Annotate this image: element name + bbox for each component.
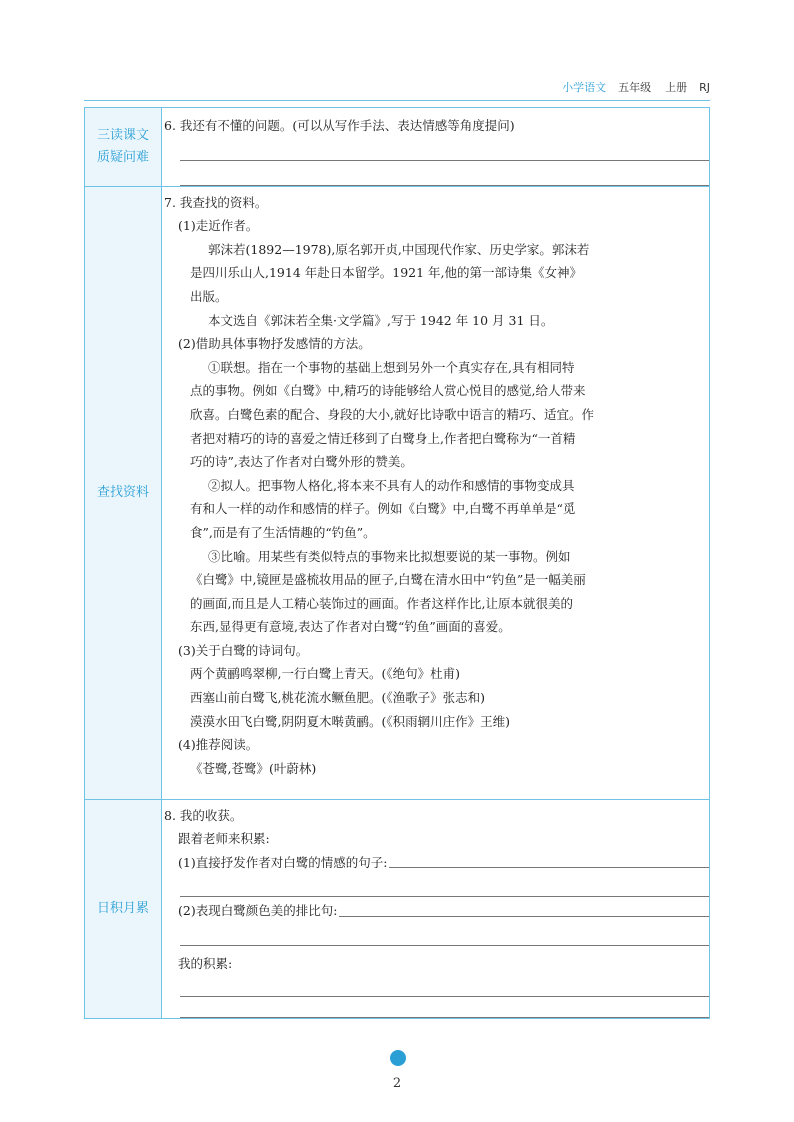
- item-reading: (4)推荐阅读。: [178, 737, 259, 753]
- prompt-row-1: [162, 851, 709, 875]
- author-bio-line: 郭沫若(1892—1978),原名郭开贞,中国现代作家、历史学家。郭沫若: [208, 241, 590, 257]
- accumulation-intro: 跟着老师来积累:: [178, 831, 270, 847]
- method-association-line: 者把对精巧的诗的喜爱之情迁移到了白鹭身上,作者把白鹭称为“一首精: [190, 430, 576, 446]
- answer-line[interactable]: [389, 851, 709, 868]
- page-number: 2: [392, 1076, 402, 1091]
- method-association-line: 欣喜。白鹭色素的配合、身段的大小,就好比诗歌中语言的精巧、适宜。作: [190, 406, 594, 422]
- page-dot-icon: [390, 1050, 406, 1066]
- source-note: 本文选自《郭沫若全集·文学篇》,写于 1942 年 10 月 31 日。: [208, 312, 554, 328]
- prompt-2: (2)表现白鹭颜色美的排比句:: [178, 903, 338, 919]
- item-poems: (3)关于白鹭的诗词句。: [178, 642, 309, 658]
- section-content-materials: [162, 186, 710, 799]
- section-content-questions: [162, 108, 710, 187]
- poem-line: 西塞山前白鹭飞,桃花流水鳜鱼肥。(《渔歌子》张志和): [190, 690, 485, 706]
- header-subject: 小学语文: [562, 81, 607, 94]
- question-7: 7. 我查找的资料。: [164, 194, 268, 210]
- running-header: [562, 78, 710, 96]
- author-bio-line: 出版。: [190, 288, 228, 304]
- method-association-line: ①联想。指在一个事物的基础上想到另外一个真实存在,具有相同特: [208, 359, 575, 375]
- section-content-accumulation: [162, 799, 710, 1018]
- label-line: 质疑问难: [96, 149, 149, 165]
- section-row-materials: [85, 186, 710, 799]
- method-metaphor-line: ③比喻。用某些有类似特点的事物来比拟想要说的某一事物。例如: [208, 548, 571, 564]
- method-personification-line: 食”,而是有了生活情趣的“钓鱼”。: [190, 524, 376, 540]
- method-metaphor-line: 《白鹭》中,镜匣是盛梳妆用品的匣子,白鹭在清水田中“钓鱼”是一幅美丽: [190, 572, 586, 588]
- answer-line[interactable]: [339, 900, 709, 917]
- method-metaphor-line: 东西,显得更有意境,表达了作者对白鹭“钓鱼”画面的喜爱。: [190, 619, 511, 635]
- header-grade: 五年级: [618, 81, 652, 94]
- answer-line[interactable]: [180, 1017, 709, 1018]
- answer-line[interactable]: [180, 945, 709, 946]
- method-association-line: 点的事物。例如《白鹭》中,精巧的诗能够给人赏心悦目的感觉,给人带来: [190, 383, 586, 399]
- poem-line: 两个黄鹂鸣翠柳,一行白鹭上青天。(《绝句》杜甫): [190, 666, 460, 682]
- my-accumulation-label: 我的积累:: [178, 955, 233, 971]
- method-metaphor-line: 的画面,而且是人工精心装饰过的画面。作者这样作比,让原本就很美的: [190, 595, 573, 611]
- question-6: 6. 我还有不懂的问题。(可以从写作手法、表达情感等角度提问): [164, 118, 515, 133]
- method-personification-line: 有和人一样的动作和感情的样子。例如《白鹭》中,白鹭不再单单是“觅: [190, 501, 576, 517]
- prompt-1: (1)直接抒发作者对白鹭的情感的句子:: [178, 854, 388, 870]
- method-personification-line: ②拟人。把事物人格化,将本来不具有人的动作和感情的事物变成具: [208, 477, 575, 493]
- answer-line[interactable]: [180, 896, 709, 897]
- recommended-book: 《苍鹭,苍鹭》(叶蔚林): [190, 760, 317, 776]
- method-association-line: 巧的诗”,表达了作者对白鹭外形的赞美。: [190, 454, 413, 470]
- header-rule: [84, 100, 710, 101]
- author-bio-line: 是四川乐山人,1914 年赴日本留学。1921 年,他的第一部诗集《女神》: [190, 265, 583, 281]
- item-author: (1)走近作者。: [178, 218, 259, 234]
- item-methods: (2)借助具体事物抒发感情的方法。: [178, 336, 371, 352]
- section-label-questions: [85, 108, 162, 187]
- poem-line: 漠漠水田飞白鹭,阴阴夏木啭黄鹂。(《积雨辋川庄作》王维): [190, 713, 510, 729]
- header-edition: RJ: [699, 80, 710, 94]
- worksheet-table: [84, 107, 710, 1019]
- section-row-questions: [85, 108, 710, 187]
- question-8: 8. 我的收获。: [164, 807, 243, 823]
- prompt-row-2: [162, 899, 709, 923]
- header-term: 上册: [665, 81, 688, 94]
- section-label-materials: 查找资料: [85, 186, 162, 799]
- label-line: 三读课文: [96, 127, 149, 143]
- section-label-accumulation: 日积月累: [85, 799, 162, 1018]
- section-row-accumulation: [85, 799, 710, 1018]
